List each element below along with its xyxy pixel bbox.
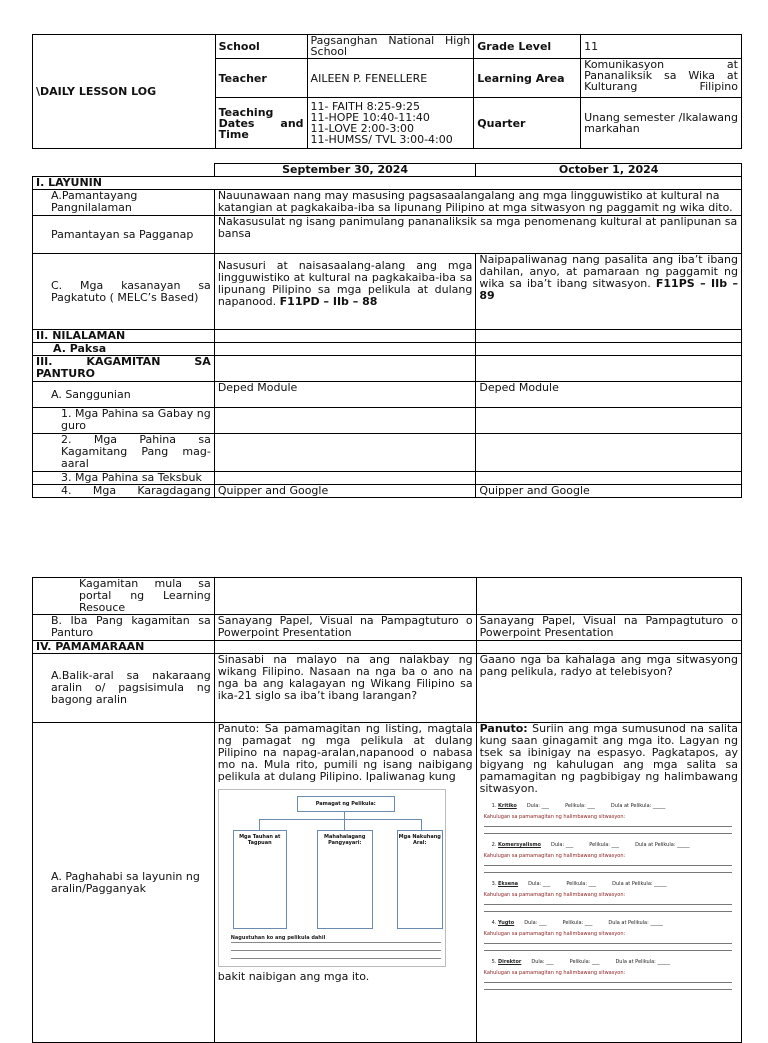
section-pamamaraan: IV. PAMAMARAAN bbox=[33, 641, 215, 654]
schedule-cell bbox=[307, 98, 474, 149]
layunin-a-label: A.Pamantayang Pangnilalaman bbox=[33, 190, 215, 216]
answer-line bbox=[231, 942, 441, 943]
grade-label: Grade Level bbox=[474, 35, 581, 59]
teacher-value: AILEEN P. FENELLERE bbox=[307, 59, 474, 98]
worksheet-item bbox=[484, 881, 732, 912]
balik-aral-label: A.Balik-aral sa nakaraang aralin o/ pagsisimula ng bagong aralin bbox=[33, 654, 215, 723]
c-day2-code: F11PS – IIb – 89 bbox=[479, 277, 739, 302]
balik-aral-day1: Sinasabi na malayo na ang nalakbay ng wikang Filipino. Nasaan na nga ba o ano na nga ba ang kalagayan ng Wikang Filipino sa ika-21 siglo sa iba’t ibang larangan? bbox=[214, 654, 476, 723]
answer-line[interactable] bbox=[484, 989, 732, 990]
pelikula-blank[interactable]: Pelikula: ___ bbox=[569, 959, 600, 965]
paksa-label: A. Paksa bbox=[33, 343, 215, 356]
diagram-box-pangyayari: Mahahalagang Pangyayari: bbox=[317, 830, 373, 929]
paghahabi-day2-text bbox=[480, 723, 738, 795]
answer-line[interactable] bbox=[484, 826, 732, 827]
schedule-line: 11- FAITH 8:25-9:25 bbox=[310, 100, 420, 113]
worksheet-item bbox=[484, 920, 732, 951]
both-blank[interactable]: Dula at Pelikula: _____ bbox=[612, 881, 667, 887]
kahulugan-label: Kahulugan sa pamamagitan ng halimbawang sitwasyon: bbox=[483, 970, 626, 976]
schedule-line: 11-HUMSS/ TVL 3:00-4:00 bbox=[310, 133, 453, 146]
kahulugan-label: Kahulugan sa pamamagitan ng halimbawang sitwasyon: bbox=[483, 853, 626, 859]
section-nilalaman: II. NILALAMAN bbox=[33, 330, 215, 343]
film-analysis-diagram bbox=[218, 789, 446, 967]
area-label: Learning Area bbox=[474, 59, 581, 98]
diagram-footer: Nagustuhan ko ang pelikula dahil bbox=[230, 935, 326, 941]
diagram-box-aral: Mga Nakuhang Aral: bbox=[397, 830, 443, 929]
item-term: Direktor bbox=[498, 959, 522, 965]
kahulugan-label: Kahulugan sa pamamagitan ng halimbawang sitwasyon: bbox=[483, 931, 626, 937]
paghahabi-day1-text: Panuto: Sa pamamagitan ng listing, magtala ng pamagat ng mga pelikula at dulang Pilipino na napag-aralan,napanood o nabasa mo na. Mula rito, pumili ng isang naibigang pelikula at dulang Pilipino. Ipaliwanag kung bbox=[217, 722, 473, 783]
worksheet-item bbox=[484, 803, 732, 834]
worksheet bbox=[480, 803, 738, 990]
lesson-table-page2 bbox=[32, 577, 742, 1043]
answer-line bbox=[231, 958, 441, 959]
diagram-connector bbox=[421, 819, 422, 830]
schedule-line: 11-LOVE 2:00-3:00 bbox=[310, 122, 415, 135]
school-label: School bbox=[215, 35, 307, 59]
answer-line[interactable] bbox=[484, 833, 732, 834]
paghahabi-day1 bbox=[214, 723, 476, 1043]
pelikula-blank[interactable]: Pelikula: ___ bbox=[565, 803, 595, 809]
item-term: Komersyalismo bbox=[498, 842, 541, 848]
answer-line[interactable] bbox=[484, 982, 732, 983]
sanggunian-day1: Deped Module bbox=[214, 382, 476, 408]
teacher-label: Teacher bbox=[215, 59, 307, 98]
kahulugan-label: Kahulugan sa pamamagitan ng halimbawang sitwasyon: bbox=[483, 814, 626, 820]
dates-label: Teaching Dates and Time bbox=[215, 98, 307, 149]
item-term: Eksena bbox=[498, 881, 519, 887]
diagram-connector bbox=[344, 811, 345, 819]
answer-line[interactable] bbox=[484, 943, 732, 944]
answer-line[interactable] bbox=[484, 950, 732, 951]
date-day2: October 1, 2024 bbox=[476, 164, 742, 177]
dula-blank[interactable]: Dula: ___ bbox=[550, 842, 574, 848]
layunin-b-value: Nakasusulat ng isang panimulang pananaliksik sa mga penomenang kultural at panlipunan sa bansa bbox=[214, 216, 741, 254]
item-number: 2. bbox=[491, 842, 497, 848]
both-blank[interactable]: Dula at Pelikula: _____ bbox=[635, 842, 690, 848]
both-blank[interactable]: Dula at Pelikula: _____ bbox=[610, 803, 666, 809]
panuto-label: Panuto: bbox=[479, 722, 528, 735]
layunin-c-day2 bbox=[476, 254, 742, 330]
layunin-b-label: Pamantayan sa Pagganap bbox=[33, 216, 215, 254]
date-day1: September 30, 2024 bbox=[214, 164, 476, 177]
quarter-label: Quarter bbox=[474, 98, 581, 149]
kagamitan-item4: 4. Mga Karagdagang bbox=[33, 485, 215, 498]
answer-line bbox=[231, 950, 441, 951]
iba-kagamitan-day2: Sanayang Papel, Visual na Pampagtuturo o Powerpoint Presentation bbox=[476, 615, 741, 641]
kagamitan-item1: 1. Mga Pahina sa Gabay ng guro bbox=[33, 408, 215, 434]
sanggunian-day2: Deped Module bbox=[476, 382, 742, 408]
pelikula-blank[interactable]: Pelikula: ___ bbox=[589, 842, 620, 848]
pelikula-blank[interactable]: Pelikula: ___ bbox=[566, 881, 597, 887]
school-value: Pagsanghan National High School bbox=[307, 35, 474, 59]
item4-day2: Quipper and Google bbox=[476, 485, 742, 498]
layunin-c-label: C. Mga kasanayan sa Pagkatuto ( MELC’s Based) bbox=[33, 254, 215, 330]
diagram-connector bbox=[344, 819, 345, 830]
pelikula-blank[interactable]: Pelikula: ___ bbox=[562, 920, 593, 926]
item-term: Kritiko bbox=[498, 803, 517, 809]
worksheet-item bbox=[484, 959, 732, 990]
kagamitan-item3: 3. Mga Pahina sa Teksbuk bbox=[33, 472, 215, 485]
answer-line[interactable] bbox=[484, 872, 732, 873]
worksheet-item bbox=[484, 842, 732, 873]
answer-line[interactable] bbox=[484, 904, 732, 905]
diagram-connector bbox=[259, 819, 260, 830]
grade-value: 11 bbox=[581, 35, 742, 59]
area-value: Komunikasyon at Pananaliksik sa Wika at Kulturang Filipino bbox=[581, 59, 742, 98]
item-number: 5. bbox=[491, 959, 497, 965]
paghahabi-label: A. Paghahabi sa layunin ng aralin/Pagganyak bbox=[33, 723, 215, 1043]
dula-blank[interactable]: Dula: ___ bbox=[526, 803, 550, 809]
kagamitan-item4-cont: Kagamitan mula sa portal ng Learning Resouce bbox=[33, 578, 215, 615]
c-day1-text: Nasusuri at naisasaalang-alang ang mga lingguwistiko at kultural na pagkakaiba-iba sa lipunang Pilipino sa mga pelikula at dulang napanood. bbox=[217, 259, 473, 308]
balik-aral-day2: Gaano nga ba kahalaga ang mga sitwasyong pang pelikula, radyo at telebisyon? bbox=[476, 654, 741, 723]
layunin-c-day1 bbox=[214, 254, 476, 330]
section-kagamitan: III. KAGAMITAN SA PANTURO bbox=[33, 356, 215, 382]
paghahabi-day1-end: bakit naibigan ang mga ito. bbox=[217, 970, 370, 983]
item-term: Yugto bbox=[498, 920, 515, 926]
item-number: 1. bbox=[491, 803, 497, 809]
header-table bbox=[32, 34, 742, 149]
iba-kagamitan-day1: Sanayang Papel, Visual na Pampagtuturo o Powerpoint Presentation bbox=[214, 615, 476, 641]
panuto-text: Suriin ang mga sumusunod na salita kung saan ginagamit ang mga ito. Lagyan ng tsek sa ibinigay na espasyo. Pagkatapos, ay bigyang ng kahulugan ang mga salita sa pamamagitan ng pagbibigay ng halimbawang sitwasyon. bbox=[479, 722, 739, 795]
dula-blank[interactable]: Dula: ___ bbox=[524, 920, 547, 926]
kagamitan-item2: 2. Mga Pahina sa Kagamitang Pang mag-aaral bbox=[33, 434, 215, 472]
schedule-line: 11-HOPE 10:40-11:40 bbox=[310, 111, 430, 124]
layunin-a-value: Nauunawaan nang may masusing pagsasaalangalang ang mga lingguwistiko at kultural na katangian at pagkakaiba-iba sa lipunang Pilipino at mga sitwasyon ng paggamit ng wika dito. bbox=[214, 190, 741, 216]
iba-kagamitan-label: B. Iba Pang kagamitan sa Panturo bbox=[33, 615, 215, 641]
both-blank[interactable]: Dula at Pelikula: _____ bbox=[608, 920, 663, 926]
answer-line[interactable] bbox=[484, 865, 732, 866]
dula-blank[interactable]: Dula: ___ bbox=[531, 959, 554, 965]
c-day1-code: F11PD – IIb – 88 bbox=[279, 295, 378, 308]
item4-day1: Quipper and Google bbox=[214, 485, 476, 498]
paghahabi-day2 bbox=[476, 723, 741, 1043]
sanggunian-label: A. Sanggunian bbox=[33, 382, 215, 408]
kahulugan-label: Kahulugan sa pamamagitan ng halimbawang sitwasyon: bbox=[483, 892, 626, 898]
item-number: 4. bbox=[491, 920, 497, 926]
c-day2-text: Naipapaliwanag nang pasalita ang iba’t ibang dahilan, anyo, at pamaraan ng paggamit ng wika sa iba’t ibang sitwasyon. bbox=[479, 253, 738, 290]
log-title: \DAILY LESSON LOG bbox=[33, 35, 216, 149]
quarter-value: Unang semester /Ikalawang markahan bbox=[581, 98, 742, 149]
answer-line[interactable] bbox=[484, 911, 732, 912]
lesson-table-page1 bbox=[32, 163, 742, 498]
item-number: 3. bbox=[491, 881, 497, 887]
section-layunin: I. LAYUNIN bbox=[33, 177, 742, 190]
diagram-box-tauhan: Mga Tauhan at Tagpuan bbox=[233, 830, 287, 929]
both-blank[interactable]: Dula at Pelikula: _____ bbox=[615, 959, 670, 965]
dula-blank[interactable]: Dula: ___ bbox=[528, 881, 551, 887]
diagram-title: Pamagat ng Pelikula: bbox=[297, 796, 395, 812]
diagram-connector bbox=[259, 819, 421, 820]
